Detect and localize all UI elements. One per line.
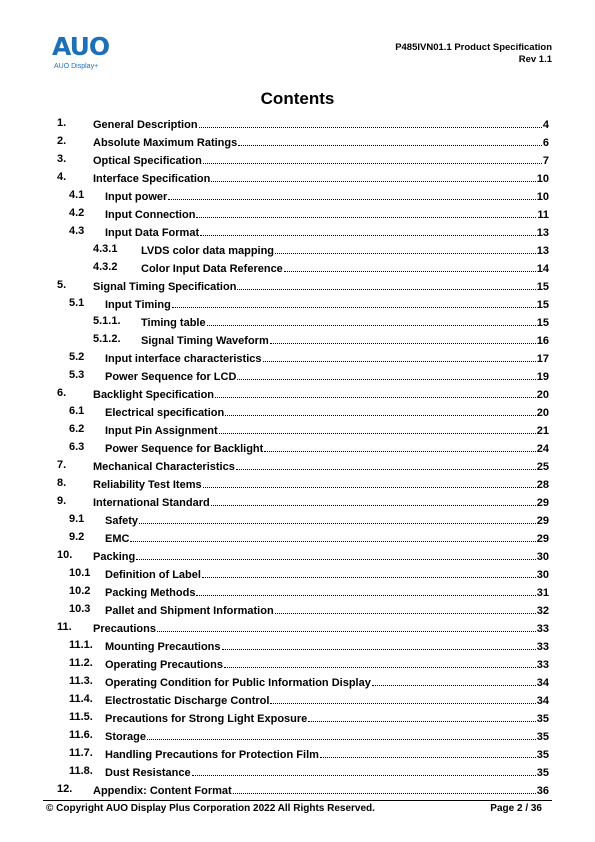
toc-entry-label: Optical Specification <box>93 155 202 167</box>
toc-entry-page: 28 <box>536 479 549 491</box>
toc-entry-link[interactable] <box>93 278 549 295</box>
toc-entry-label: Input interface characteristics <box>105 353 262 365</box>
toc-entry-label: Packing <box>93 551 136 563</box>
toc-dot-leader <box>263 350 536 362</box>
toc-entry-link[interactable] <box>105 422 549 439</box>
toc-entry-page: 35 <box>536 767 549 779</box>
toc-entry-page: 14 <box>536 263 549 275</box>
toc-entry-number: 6. <box>57 387 67 399</box>
toc-entry-label: Pallet and Shipment Information <box>105 605 274 617</box>
toc-entry-page: 32 <box>536 605 549 617</box>
toc-dot-leader <box>224 656 536 668</box>
toc-dot-leader <box>237 368 535 380</box>
toc-dot-leader <box>233 782 536 794</box>
toc-entry[interactable] <box>57 638 549 656</box>
toc-entry-page: 15 <box>536 317 549 329</box>
toc-dot-leader <box>215 386 536 398</box>
toc-entry[interactable] <box>57 368 549 386</box>
toc-entry-link[interactable] <box>93 458 549 475</box>
toc-dot-leader <box>219 422 536 434</box>
toc-dot-leader <box>211 170 535 182</box>
toc-entry-link[interactable] <box>105 530 549 547</box>
toc-entry-link[interactable] <box>93 548 549 565</box>
toc-entry-number: 6.3 <box>69 441 85 453</box>
toc-entry-number: 4.1 <box>69 189 85 201</box>
toc-entry-label: Interface Specification <box>93 173 211 185</box>
toc-entry-link[interactable] <box>141 242 549 259</box>
toc-entry-page: 35 <box>536 731 549 743</box>
toc-entry-number: 8. <box>57 477 67 489</box>
document-revision: Rev 1.1 <box>518 54 552 65</box>
toc-dot-leader <box>270 332 536 344</box>
toc-entry[interactable] <box>57 260 549 278</box>
toc-entry[interactable] <box>57 314 549 332</box>
toc-entry-page: 13 <box>536 245 549 257</box>
toc-dot-leader <box>207 314 536 326</box>
toc-dot-leader <box>203 152 542 164</box>
toc-dot-leader <box>320 746 536 758</box>
toc-entry-number: 6.1 <box>69 405 85 417</box>
toc-entry-label: Mounting Precautions <box>105 641 221 653</box>
toc-entry-link[interactable] <box>93 620 549 637</box>
copyright-notice: © Copyright AUO Display Plus Corporation 2022 All Rights Reserved. <box>46 803 375 814</box>
toc-dot-leader <box>200 224 536 236</box>
toc-entry-label: Safety <box>105 515 139 527</box>
toc-dot-leader <box>238 134 542 146</box>
toc-entry-number: 5. <box>57 279 67 291</box>
toc-entry-link[interactable] <box>105 224 549 241</box>
toc-entry-page: 7 <box>542 155 549 167</box>
toc-entry-number: 2. <box>57 135 67 147</box>
toc-entry[interactable] <box>57 584 549 602</box>
toc-entry-label: LVDS color data mapping <box>141 245 275 257</box>
toc-entry-page: 33 <box>536 623 549 635</box>
toc-entry-link[interactable] <box>105 296 549 313</box>
toc-entry[interactable] <box>57 188 549 206</box>
toc-entry-number: 11.4. <box>69 693 93 705</box>
toc-entry-number: 5.1 <box>69 297 85 309</box>
toc-entry-number: 11.8. <box>69 765 93 777</box>
toc-entry[interactable] <box>57 332 549 350</box>
toc-entry[interactable] <box>57 386 549 404</box>
toc-dot-leader <box>264 440 535 452</box>
toc-entry-label: Signal Timing Specification <box>93 281 237 293</box>
toc-entry-page: 20 <box>536 407 549 419</box>
toc-entry-page: 10 <box>536 173 549 185</box>
toc-dot-leader <box>192 764 536 776</box>
toc-entry-label: Dust Resistance <box>105 767 191 779</box>
toc-entry-label: Backlight Specification <box>93 389 215 401</box>
toc-entry-link[interactable] <box>141 260 549 277</box>
toc-entry-label: Power Sequence for Backlight <box>105 443 264 455</box>
toc-entry-link[interactable] <box>93 386 549 403</box>
toc-entry-label: Handling Precautions for Protection Film <box>105 749 319 761</box>
toc-entry-page: 29 <box>536 515 549 527</box>
toc-entry-page: 21 <box>536 425 549 437</box>
toc-entry-link[interactable] <box>93 170 549 187</box>
company-logo <box>52 34 114 76</box>
toc-entry-page: 13 <box>536 227 549 239</box>
toc-entry[interactable] <box>57 782 549 800</box>
toc-entry-page: 31 <box>536 587 549 599</box>
toc-entry-number: 6.2 <box>69 423 85 435</box>
toc-entry-label: EMC <box>105 533 130 545</box>
toc-entry-link[interactable] <box>105 404 549 421</box>
toc-entry[interactable] <box>57 602 549 620</box>
toc-entry-label: Input Connection <box>105 209 196 221</box>
toc-entry[interactable] <box>57 134 549 152</box>
toc-entry-number: 10.2 <box>69 585 91 597</box>
toc-entry-number: 4.2 <box>69 207 85 219</box>
toc-entry-label: Input Timing <box>105 299 171 311</box>
toc-dot-leader <box>139 512 536 524</box>
toc-entry-label: Input power <box>105 191 168 203</box>
toc-dot-leader <box>284 260 536 272</box>
toc-entry-label: Mechanical Characteristics <box>93 461 235 473</box>
footer-divider <box>43 800 552 801</box>
toc-entry-label: Timing table <box>141 317 206 329</box>
table-of-contents <box>57 116 549 800</box>
toc-entry-number: 11. <box>57 621 72 633</box>
toc-dot-leader <box>168 188 535 200</box>
toc-entry-link[interactable] <box>93 134 549 151</box>
toc-entry-number: 11.6. <box>69 729 93 741</box>
toc-entry-number: 5.2 <box>69 351 85 363</box>
toc-dot-leader <box>275 242 536 254</box>
toc-entry[interactable] <box>57 152 549 170</box>
toc-entry-page: 17 <box>536 353 549 365</box>
toc-entry-number: 11.3. <box>69 675 93 687</box>
toc-entry-label: Definition of Label <box>105 569 201 581</box>
toc-entry-number: 4. <box>57 171 67 183</box>
toc-entry-link[interactable] <box>105 746 549 763</box>
document-header <box>395 42 552 66</box>
toc-entry-label: Electrostatic Discharge Control <box>105 695 270 707</box>
toc-entry-number: 12. <box>57 783 73 795</box>
document-id: P485IVN01.1 Product Specification <box>395 42 552 53</box>
toc-entry-link[interactable] <box>105 656 549 673</box>
toc-entry-page: 10 <box>536 191 549 203</box>
toc-entry-number: 7. <box>57 459 67 471</box>
toc-entry-label: Input Data Format <box>105 227 200 239</box>
toc-dot-leader <box>147 728 536 740</box>
toc-entry-page: 20 <box>536 389 549 401</box>
toc-entry[interactable] <box>57 170 549 188</box>
toc-entry[interactable] <box>57 404 549 422</box>
toc-entry-label: Precautions for Strong Light Exposure <box>105 713 308 725</box>
toc-entry-number: 4.3 <box>69 225 85 237</box>
toc-dot-leader <box>237 278 535 290</box>
toc-entry-page: 19 <box>536 371 549 383</box>
toc-entry[interactable] <box>57 530 549 548</box>
toc-entry-number: 9.2 <box>69 531 85 543</box>
toc-entry-page: 15 <box>536 299 549 311</box>
toc-entry-link[interactable] <box>93 152 549 169</box>
toc-entry-number: 4.3.1 <box>93 243 118 255</box>
toc-entry-link[interactable] <box>105 638 549 655</box>
toc-entry-link[interactable] <box>93 476 549 493</box>
toc-entry-label: Reliability Test Items <box>93 479 202 491</box>
toc-entry-link[interactable] <box>105 710 549 727</box>
toc-entry[interactable] <box>57 296 549 314</box>
toc-entry-number: 10.3 <box>69 603 91 615</box>
toc-dot-leader <box>308 710 535 722</box>
toc-dot-leader <box>270 692 535 704</box>
toc-entry[interactable] <box>57 206 549 224</box>
toc-dot-leader <box>196 584 535 596</box>
toc-entry-page: 35 <box>536 713 549 725</box>
toc-dot-leader <box>136 548 536 560</box>
toc-entry-label: Color Input Data Reference <box>141 263 283 275</box>
toc-dot-leader <box>130 530 535 542</box>
toc-entry-label: Signal Timing Waveform <box>141 335 269 347</box>
toc-entry-label: Power Sequence for LCD <box>105 371 237 383</box>
toc-entry-number: 9. <box>57 495 67 507</box>
toc-entry[interactable] <box>57 620 549 638</box>
toc-entry-link[interactable] <box>105 602 549 619</box>
toc-entry-number: 10.1 <box>69 567 91 579</box>
toc-entry-number: 9.1 <box>69 513 85 525</box>
toc-dot-leader <box>211 494 536 506</box>
toc-entry-link[interactable] <box>141 314 549 331</box>
toc-entry[interactable] <box>57 764 549 782</box>
toc-entry-number: 11.1. <box>69 639 93 651</box>
toc-entry[interactable] <box>57 494 549 512</box>
toc-entry[interactable] <box>57 548 549 566</box>
toc-entry-label: International Standard <box>93 497 210 509</box>
toc-entry-page: 34 <box>536 677 549 689</box>
toc-entry-link[interactable] <box>93 116 549 133</box>
toc-entry[interactable] <box>57 692 549 710</box>
toc-entry-link[interactable] <box>93 494 549 511</box>
toc-entry-link[interactable] <box>93 782 549 799</box>
toc-entry[interactable] <box>57 440 549 458</box>
toc-entry-label: Operating Precautions <box>105 659 223 671</box>
toc-entry-page: 30 <box>536 551 549 563</box>
toc-dot-leader <box>372 674 536 686</box>
toc-entry-link[interactable] <box>105 440 549 457</box>
toc-dot-leader <box>172 296 536 308</box>
toc-entry-link[interactable] <box>105 764 549 781</box>
toc-entry-page: 15 <box>536 281 549 293</box>
toc-entry-page: 24 <box>536 443 549 455</box>
toc-entry-page: 35 <box>536 749 549 761</box>
toc-entry-page: 34 <box>536 695 549 707</box>
toc-entry-page: 11 <box>537 209 549 221</box>
toc-entry-link[interactable] <box>105 368 549 385</box>
toc-entry-label: Storage <box>105 731 146 743</box>
toc-entry[interactable] <box>57 746 549 764</box>
toc-entry-link[interactable] <box>105 512 549 529</box>
toc-entry[interactable] <box>57 278 549 296</box>
toc-entry-page: 33 <box>536 659 549 671</box>
toc-entry-page: 6 <box>542 137 549 149</box>
toc-entry[interactable] <box>57 422 549 440</box>
toc-entry-label: Absolute Maximum Ratings <box>93 137 238 149</box>
toc-dot-leader <box>236 458 536 470</box>
toc-entry-number: 5.1.1. <box>93 315 121 327</box>
toc-entry[interactable] <box>57 512 549 530</box>
toc-entry[interactable] <box>57 710 549 728</box>
page-number: Page 2 / 36 <box>490 803 542 814</box>
toc-entry[interactable] <box>57 224 549 242</box>
toc-entry-page: 36 <box>536 785 549 797</box>
toc-entry-label: Electrical specification <box>105 407 225 419</box>
toc-entry-link[interactable] <box>105 206 549 223</box>
toc-entry-number: 11.2. <box>69 657 93 669</box>
toc-entry-page: 4 <box>542 119 549 131</box>
page-title: Contents <box>260 89 335 108</box>
toc-entry[interactable] <box>57 242 549 260</box>
toc-entry-label: General Description <box>93 119 198 131</box>
toc-dot-leader <box>202 566 536 578</box>
toc-entry-link[interactable] <box>105 566 549 583</box>
toc-entry-link[interactable] <box>105 188 549 205</box>
toc-entry-number: 3. <box>57 153 67 165</box>
toc-entry[interactable] <box>57 728 549 746</box>
toc-entry-number: 1. <box>57 117 67 129</box>
toc-entry-link[interactable] <box>105 728 549 745</box>
logo-tagline: AUO Display+ <box>54 63 99 70</box>
toc-entry-label: Precautions <box>93 623 156 635</box>
toc-entry-label: Packing Methods <box>105 587 196 599</box>
toc-entry[interactable] <box>57 116 549 134</box>
logo-wordmark: AUO <box>52 32 110 61</box>
toc-entry-link[interactable] <box>105 350 549 367</box>
toc-entry-label: Appendix: Content Format <box>93 785 232 797</box>
toc-entry-number: 11.7. <box>69 747 93 759</box>
toc-entry-link[interactable] <box>105 674 549 691</box>
toc-entry-number: 5.1.2. <box>93 333 121 345</box>
toc-entry-number: 10. <box>57 549 73 561</box>
toc-entry-link[interactable] <box>141 332 549 349</box>
toc-dot-leader <box>275 602 536 614</box>
toc-entry-number: 5.3 <box>69 369 85 381</box>
toc-entry[interactable] <box>57 350 549 368</box>
toc-entry-number: 11.5. <box>69 711 93 723</box>
toc-entry-link[interactable] <box>105 584 549 601</box>
toc-entry-page: 33 <box>536 641 549 653</box>
toc-entry[interactable] <box>57 476 549 494</box>
toc-dot-leader <box>203 476 536 488</box>
toc-dot-leader <box>157 620 536 632</box>
toc-entry-page: 25 <box>536 461 549 473</box>
toc-entry[interactable] <box>57 566 549 584</box>
toc-dot-leader <box>196 206 536 218</box>
toc-entry-label: Input Pin Assignment <box>105 425 218 437</box>
toc-entry[interactable] <box>57 674 549 692</box>
toc-dot-leader <box>222 638 536 650</box>
toc-entry[interactable] <box>57 656 549 674</box>
toc-dot-leader <box>199 116 542 128</box>
toc-entry-page: 16 <box>536 335 549 347</box>
toc-entry-page: 30 <box>536 569 549 581</box>
toc-entry-page: 29 <box>536 497 549 509</box>
toc-entry-number: 4.3.2 <box>93 261 118 273</box>
toc-dot-leader <box>225 404 536 416</box>
toc-entry-label: Operating Condition for Public Information Display <box>105 677 371 689</box>
toc-entry[interactable] <box>57 458 549 476</box>
toc-entry-link[interactable] <box>105 692 549 709</box>
toc-entry-page: 29 <box>536 533 549 545</box>
